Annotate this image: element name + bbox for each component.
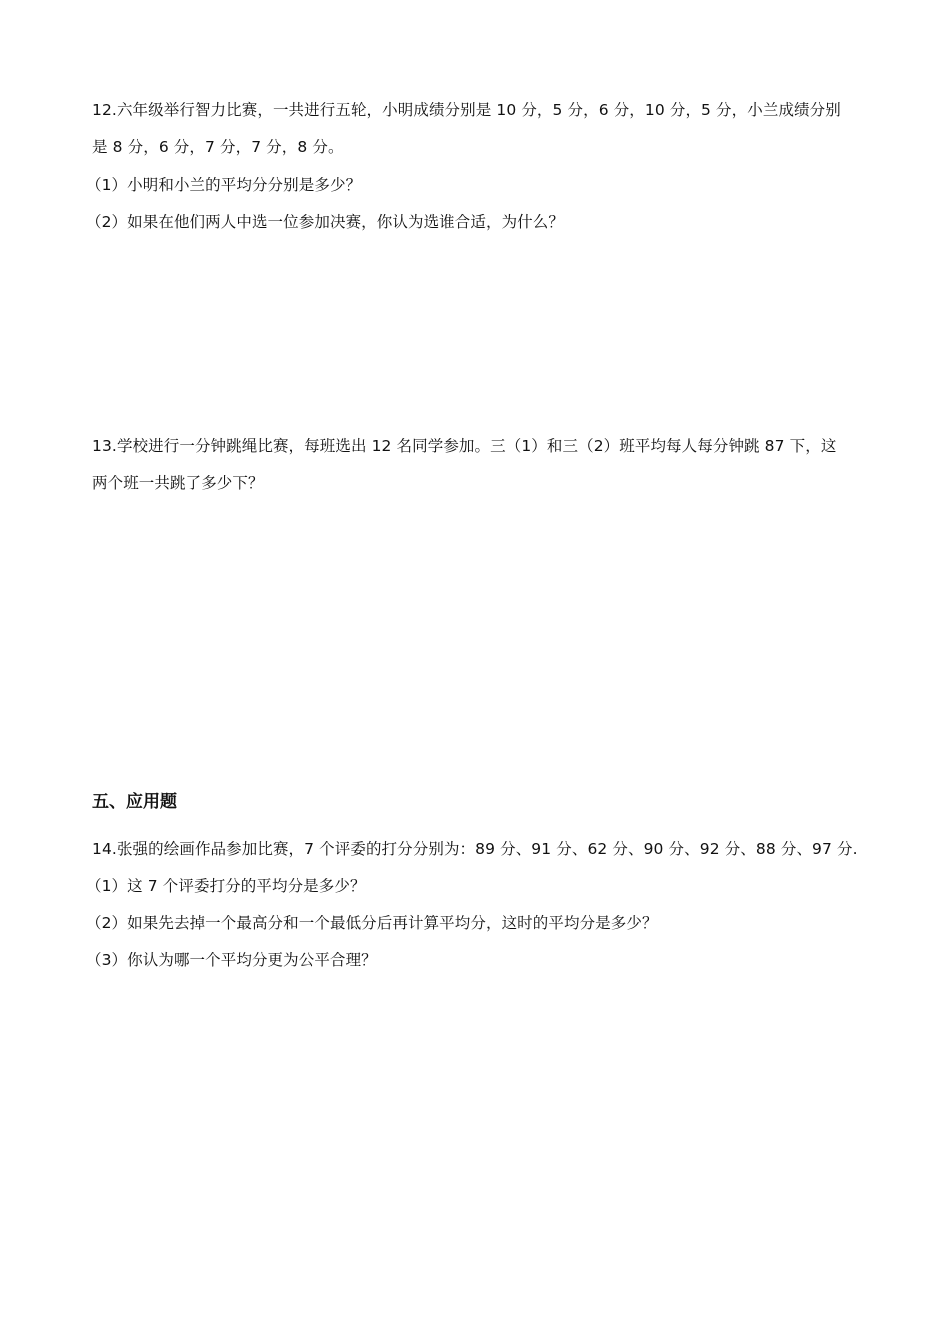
question-14-sub-2: （2）如果先去掉一个最高分和一个最低分后再计算平均分，这时的平均分是多少？: [86, 914, 658, 932]
question-12-sub-1: （1）小明和小兰的平均分分别是多少？: [86, 176, 362, 194]
question-13-line-2: 两个班一共跳了多少下？: [92, 474, 264, 492]
question-12-line-2: 是 8 分，6 分，7 分，7 分，8 分。: [92, 138, 344, 156]
question-13-line-1: 13.学校进行一分钟跳绳比赛，每班选出 12 名同学参加。三（1）和三（2）班平均每人每分钟跳 87 下，这: [92, 437, 837, 455]
question-12-sub-2: （2）如果在他们两人中选一位参加决赛，你认为选谁合适，为什么？: [86, 213, 564, 231]
question-14-sub-1: （1）这 7 个评委打分的平均分是多少？: [86, 877, 366, 895]
question-14-sub-3: （3）你认为哪一个平均分更为公平合理？: [86, 951, 377, 969]
question-12-line-1: 12.六年级举行智力比赛，一共进行五轮，小明成绩分别是 10 分，5 分，6 分，10 分，5 分，小兰成绩分别: [92, 101, 841, 119]
section-heading: 五、应用题: [92, 792, 177, 812]
question-14-line-1: 14.张强的绘画作品参加比赛，7 个评委的打分分别为：89 分、91 分、62 分、90 分、92 分、88 分、97 分.: [92, 840, 858, 858]
